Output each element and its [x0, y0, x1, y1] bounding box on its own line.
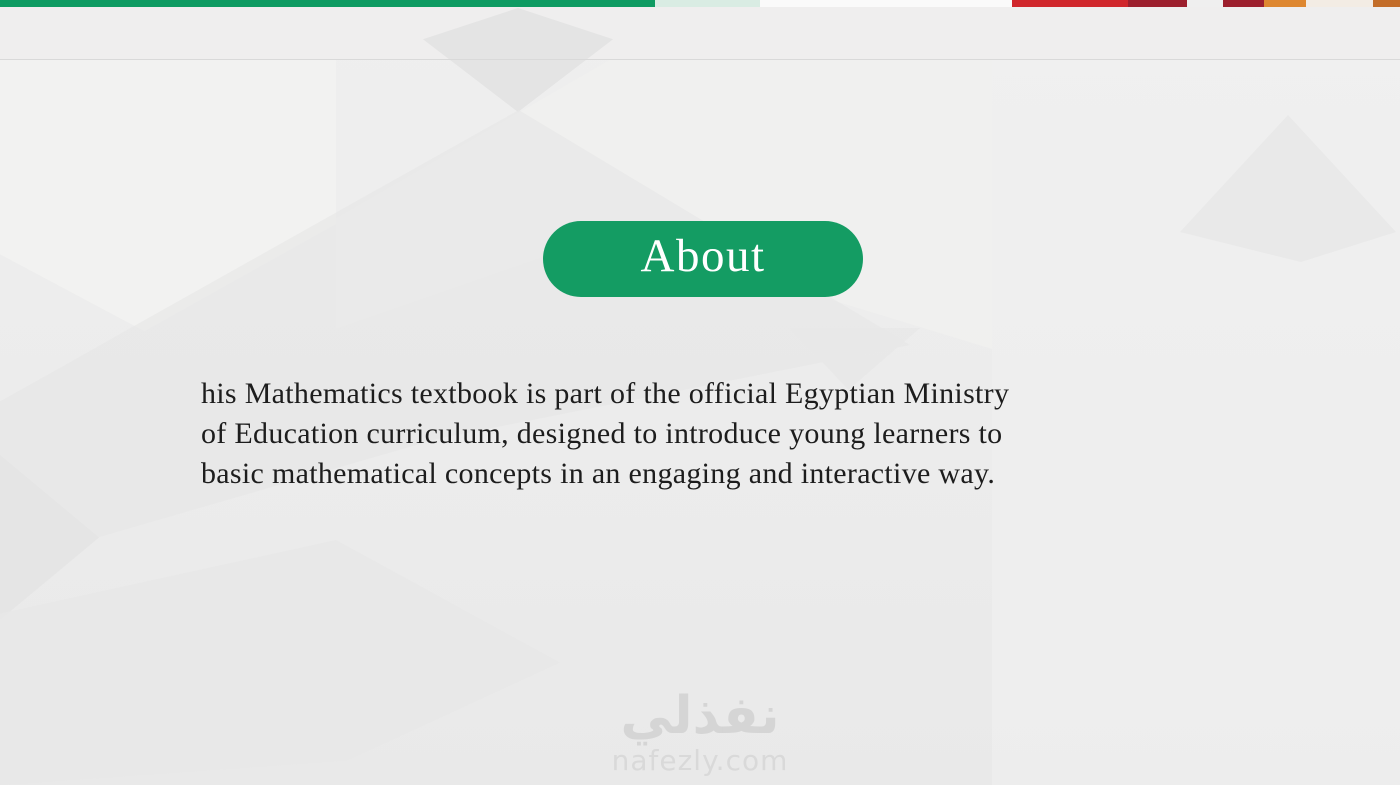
- watermark-logo-arabic: نفذلي: [620, 686, 780, 746]
- accent-segment-burnt-orange: [1373, 0, 1400, 7]
- accent-segment-red: [1012, 0, 1128, 7]
- accent-segment-maroon: [1128, 0, 1187, 7]
- accent-segment-green: [0, 0, 655, 7]
- bg-panel-right: [992, 59, 1400, 785]
- accent-segment-cream: [1306, 0, 1373, 7]
- accent-segment-orange: [1264, 0, 1306, 7]
- paragraph-line-2: of Education curriculum, designed to introduce young learners to: [201, 417, 1003, 450]
- bg-header-band: [0, 7, 1400, 59]
- paragraph-line-3: basic mathematical concepts in an engaging and interactive way.: [201, 457, 996, 490]
- paragraph-line-1: his Mathematics textbook is part of the official Egyptian Ministry: [201, 377, 1010, 410]
- watermark-site-url: nafezly.com: [611, 744, 789, 777]
- accent-segment-maroon-2: [1223, 0, 1264, 7]
- accent-segment-pale-mint: [655, 0, 760, 7]
- watermark: [0, 688, 1400, 776]
- accent-segment-white: [760, 0, 1012, 7]
- about-button[interactable]: [543, 221, 863, 297]
- header-divider-line: [0, 59, 1400, 60]
- about-label: About: [640, 229, 766, 282]
- top-accent-bar: [0, 0, 1400, 8]
- body-paragraph: [201, 374, 1009, 494]
